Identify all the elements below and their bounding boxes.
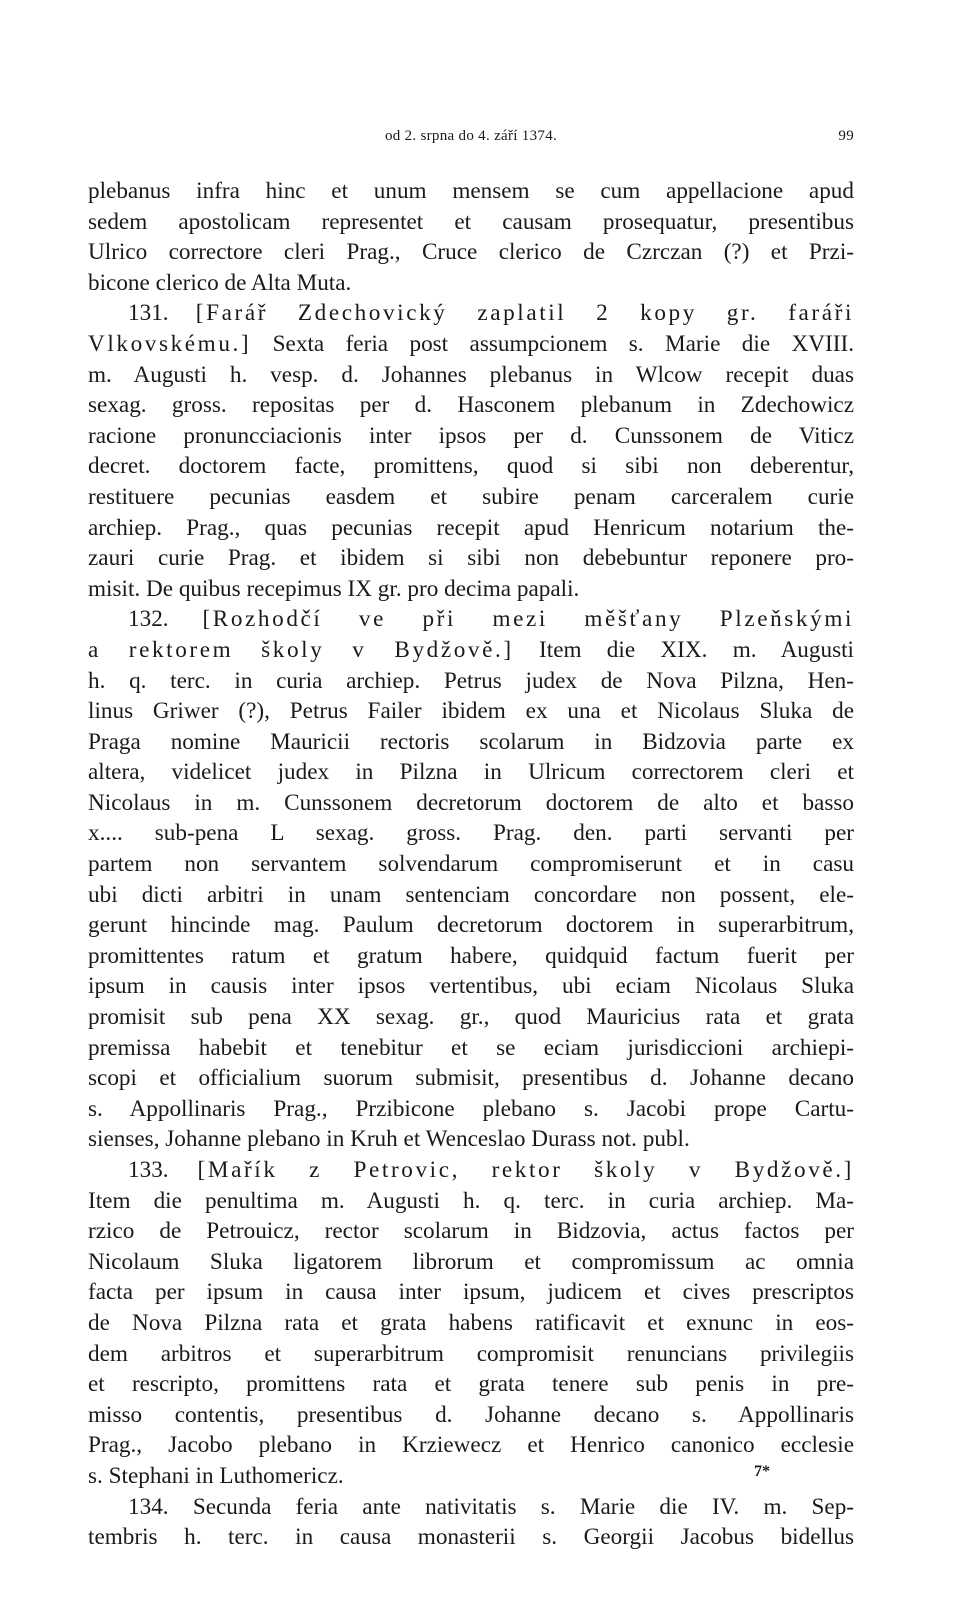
entry-133-first-line — [88, 1155, 854, 1186]
text-line: misso contentis, presentibus d. Johanne decano s. Appollinaris — [88, 1401, 854, 1428]
document-body — [88, 176, 854, 1553]
text-line: Nicolaum Sluka ligatorem librorum et compromissum ac omnia — [88, 1248, 854, 1275]
entry-134-first-line: 134. Secunda feria ante nativitatis s. Marie die IV. m. Sep- — [128, 1493, 855, 1520]
text-line: Nicolaus in m. Cunssonem decretorum doctorem de alto et basso — [88, 789, 854, 816]
text-line: scopi et officialium suorum submisit, presentibus d. Johanne decano — [88, 1065, 854, 1092]
entry-number: 132. — [128, 606, 169, 633]
text-line: misit. De quibus recepimus IX gr. pro decima papali. — [88, 575, 580, 602]
entry-heading: [Farář Zdechovický zaplatil 2 kopy gr. faráři — [195, 300, 854, 327]
text-line: a rektorem školy v Bydžově.] Item die XIX. m. Augusti — [88, 636, 854, 663]
entry-131-first-line — [88, 298, 854, 329]
text-line: linus Griwer (?), Petrus Failer ibidem ex una et Nicolaus Sluka de — [88, 698, 854, 725]
text-line: s. Appollinaris Prag., Przibicone plebano s. Jacobi prope Cartu- — [88, 1095, 854, 1122]
text-line: zauri curie Prag. et ibidem si sibi non debebuntur reponere pro- — [88, 545, 854, 572]
entry-number: 133. — [128, 1157, 169, 1183]
text-line: restituere pecunias easdem et subire penam carceralem curie — [88, 483, 854, 510]
text-line: x.... sub-pena L sexag. gross. Prag. den. parti servanti per — [88, 820, 854, 847]
text-line: Ulrico correctore cleri Prag., Cruce clerico de Czrczan (?) et Przi- — [88, 239, 854, 266]
text-line: Prag., Jacobo plebano in Krziewecz et Henrico canonico ecclesie — [88, 1432, 854, 1459]
text-line: racione pronuncciacionis inter ipsos per d. Cunssonem de Viticz — [88, 422, 854, 449]
text-line: bicone clerico de Alta Muta. — [88, 269, 352, 296]
text-line: tembris h. terc. in causa monasterii s. Georgii Jacobus bidellus — [88, 1524, 854, 1551]
text-line: sedem apostolicam representet et causam prosequatur, presentibus — [88, 208, 854, 235]
entry-heading: [Mařík z Petrovic, rektor školy v Bydžově.] — [197, 1157, 855, 1183]
text-line: partem non servantem solvendarum compromiserunt et in casu — [88, 851, 854, 878]
entry-number: 131. — [128, 300, 169, 327]
entry-heading: [Rozhodčí ve při mezi měšťany Plzeňskými — [202, 606, 854, 633]
entry-heading: Vlkovskému.] — [88, 330, 252, 357]
text-line: Item die penultima m. Augusti h. q. terc. in curia archiep. Ma- — [88, 1187, 854, 1214]
text-line: premissa habebit et tenebitur et se eciam jurisdiccioni archiepi- — [88, 1034, 854, 1061]
text-line: s. Stephani in Luthomericz. — [88, 1462, 344, 1489]
entry-number: 134. — [128, 1493, 169, 1520]
text-line: Praga nomine Mauricii rectoris scolarum in Bidzovia parte ex — [88, 728, 854, 755]
text-line: facta per ipsum in causa inter ipsum, judicem et cives prescriptos — [88, 1279, 854, 1306]
text-line: h. q. terc. in curia archiep. Petrus judex de Nova Pilzna, Hen- — [88, 667, 854, 694]
text-line: decret. doctorem facte, promittens, quod si sibi non deberentur, — [88, 453, 854, 480]
text-line: m. Augusti h. vesp. d. Johannes plebanus in Wlcow recepit duas — [88, 361, 854, 388]
text-line: ubi dicti arbitri in unam sentenciam concordare non possent, ele- — [88, 881, 854, 908]
text-line: de Nova Pilzna rata et grata habens ratificavit et exnunc in eos- — [88, 1309, 854, 1336]
text-line: et rescripto, promittens rata et grata tenere sub penis in pre- — [88, 1371, 854, 1398]
entry-132-first-line — [88, 604, 854, 635]
text-line: promittentes ratum et gratum habere, quidquid factum fuerit per — [88, 942, 854, 969]
text-line: plebanus infra hinc et unum mensem se cum appellacione apud — [88, 178, 854, 204]
page-number: 99 — [838, 128, 854, 144]
text-line: promisit sub pena XX sexag. gr., quod Mauricius rata et grata — [88, 1004, 854, 1031]
text-line: sexag. gross. repositas per d. Hasconem plebanum in Zdechowicz — [88, 392, 854, 419]
text-line: sienses, Johanne plebano in Kruh et Wenceslao Durass not. publ. — [88, 1126, 690, 1153]
text-line: Vlkovskému.] Sexta feria post assumpcionem s. Marie die XVIII. — [88, 330, 854, 357]
text-line: dem arbitros et superarbitrum compromisit renuncians privilegiis — [88, 1340, 854, 1367]
text-line: gerunt hincinde mag. Paulum decretorum doctorem in superarbitrum, — [88, 912, 854, 939]
text-line: archiep. Prag., quas pecunias recepit apud Henricum notarium the- — [88, 514, 854, 541]
entry-heading: a rektorem školy v Bydžově.] — [88, 636, 514, 663]
page-header — [88, 128, 854, 154]
text-line: rzico de Petrouicz, rector scolarum in Bidzovia, actus factos per — [88, 1218, 854, 1245]
text-line: ipsum in causis inter ipsos vertentibus, ubi eciam Nicolaus Sluka — [88, 973, 854, 1000]
text-line: altera, videlicet judex in Pilzna in Ulricum correctorem cleri et — [88, 759, 854, 786]
running-title: od 2. srpna do 4. září 1374. — [384, 128, 558, 144]
signature-mark: 7* — [754, 1463, 770, 1480]
